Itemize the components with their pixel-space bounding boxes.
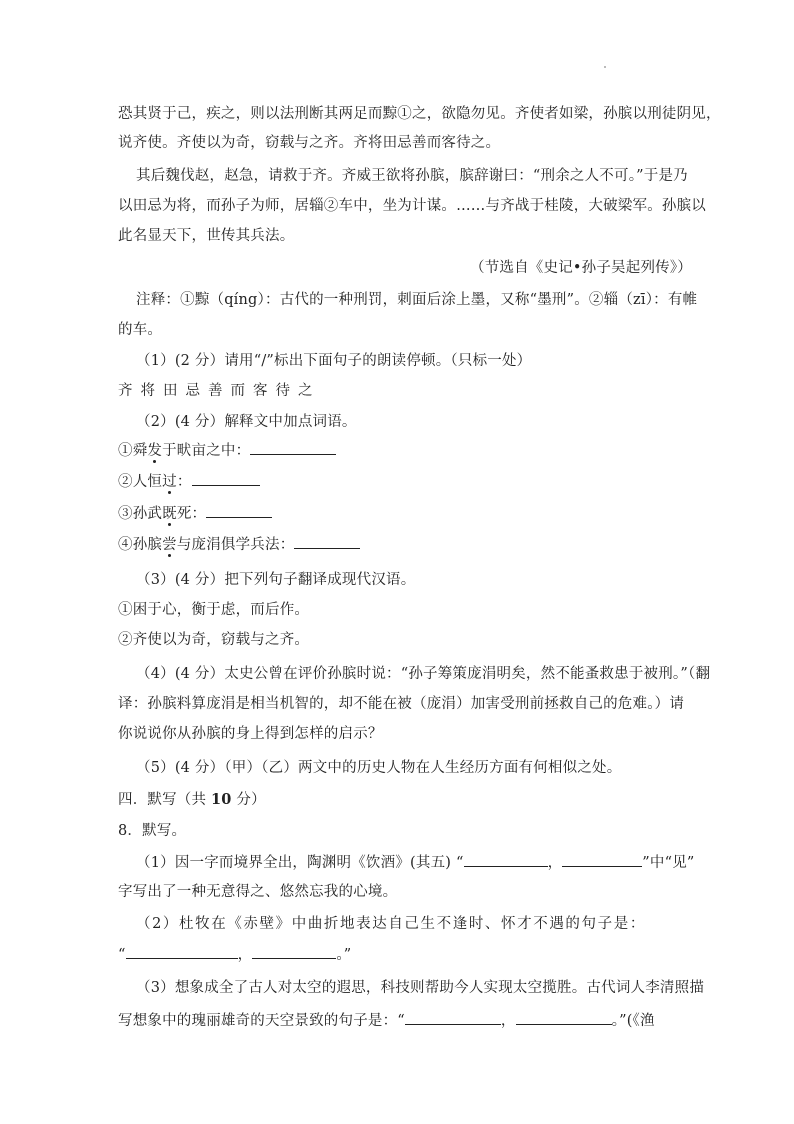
question-8-part-1-line-1: （1）因一字而境界全出，陶渊明《饮酒》(其五) “ ， ”中“见”	[136, 852, 696, 873]
answer-blank[interactable]	[192, 471, 260, 486]
annotation-line-2: 的车。	[118, 322, 163, 338]
question-1-sentence: 齐将田忌善而客待之	[118, 383, 321, 399]
answer-blank[interactable]	[516, 1010, 612, 1025]
answer-blank[interactable]	[294, 534, 360, 549]
passage-line-4: 以田忌为将，而孙子为师，居辎②车中，坐为计谋。……与齐战于桂陵，大破梁军。孙膑以	[118, 198, 706, 214]
passage-line-3: 其后魏伐赵，赵急，请救于齐。齐威王欲将孙膑，膑辞谢曰：“刑余之人不可。”于是乃	[136, 168, 688, 184]
question-1-prompt: （1）(2 分）请用“/”标出下面句子的朗读停顿。（只标一处）	[136, 353, 532, 369]
question-8-title: 8．默写。	[118, 823, 187, 839]
question-4-line-3: 你说说你从孙膑的身上得到怎样的启示？	[118, 726, 383, 742]
answer-blank[interactable]	[250, 440, 336, 455]
answer-blank[interactable]	[206, 503, 272, 518]
answer-blank[interactable]	[252, 944, 336, 959]
dotted-word: 尝	[162, 537, 177, 553]
scan-speck	[604, 66, 606, 68]
question-2-item-1: ①舜发于畎亩之中：	[118, 440, 678, 461]
answer-blank[interactable]	[126, 944, 238, 959]
annotation-line-1: 注释：①黥（qíng）：古代的一种刑罚，刺面后涂上墨，又称“墨刑”。②辎（zī）：有帷	[136, 292, 698, 308]
question-3-sentence-1: ①困于心，衡于虑，而后作。	[118, 602, 310, 618]
question-4-line-1: （4）(4 分）太史公曾在评价孙膑时说：“孙子筹策庞涓明矣，然不能蚤救患于被刑。”（翻	[136, 666, 711, 682]
question-2-item-2: ②人恒过：	[118, 471, 678, 492]
passage-line-5: 此名显天下，世传其兵法。	[118, 228, 295, 244]
question-3-prompt: （3）(4 分）把下列句子翻译成现代汉语。	[136, 572, 416, 588]
dotted-word: 过	[162, 474, 177, 490]
dotted-word: 发	[147, 443, 163, 459]
question-2-item-4: ④孙膑尝与庞涓俱学兵法：	[118, 534, 678, 555]
question-8-part-2-line-2: “ ， 。”	[118, 944, 678, 965]
passage-line-1: 恐其贤于己，疾之，则以法刑断其两足而黥①之，欲隐勿见。齐使者如梁，孙膑以刑徒阴见，	[118, 106, 721, 122]
dotted-word: 既	[162, 506, 177, 522]
question-4-line-2: 译：孙膑料算庞涓是相当机智的，却不能在被（庞涓）加害受刑前拯救自己的危难。）请	[118, 696, 685, 712]
answer-blank[interactable]	[405, 1010, 501, 1025]
question-2-item-3: ③孙武既死：	[118, 503, 678, 524]
question-8-part-2-line-1: （2）杜牧在《赤壁》中曲折地表达自己生不逢时、怀才不遇的句子是：	[136, 916, 646, 932]
section-4-heading: 四．默写（共 10 分）	[118, 791, 266, 808]
passage-line-2: 说齐使。齐使以为奇，窃载与之齐。齐将田忌善而客待之。	[118, 135, 501, 151]
question-8-part-1-line-2: 字写出了一种无意得之、悠然忘我的心境。	[118, 884, 398, 900]
answer-blank[interactable]	[464, 852, 548, 867]
answer-blank[interactable]	[562, 852, 642, 867]
question-8-part-3-line-1: （3）想象成全了古人对太空的遐思，科技则帮助今人实现太空揽胜。古代词人李清照描	[136, 980, 705, 996]
question-3-sentence-2: ②齐使以为奇，窃载与之齐。	[118, 632, 310, 648]
passage-source: （节选自《史记•孙子吴起列传》）	[470, 260, 693, 276]
question-5-prompt: （5）(4 分）（甲）（乙）两文中的历史人物在人生经历方面有何相似之处。	[136, 760, 622, 776]
question-8-part-3-line-2: 写想象中的瑰丽雄奇的天空景致的句子是：“ ， 。”(《渔	[118, 1010, 678, 1031]
question-2-prompt: （2）(4 分）解释文中加点词语。	[136, 414, 357, 430]
